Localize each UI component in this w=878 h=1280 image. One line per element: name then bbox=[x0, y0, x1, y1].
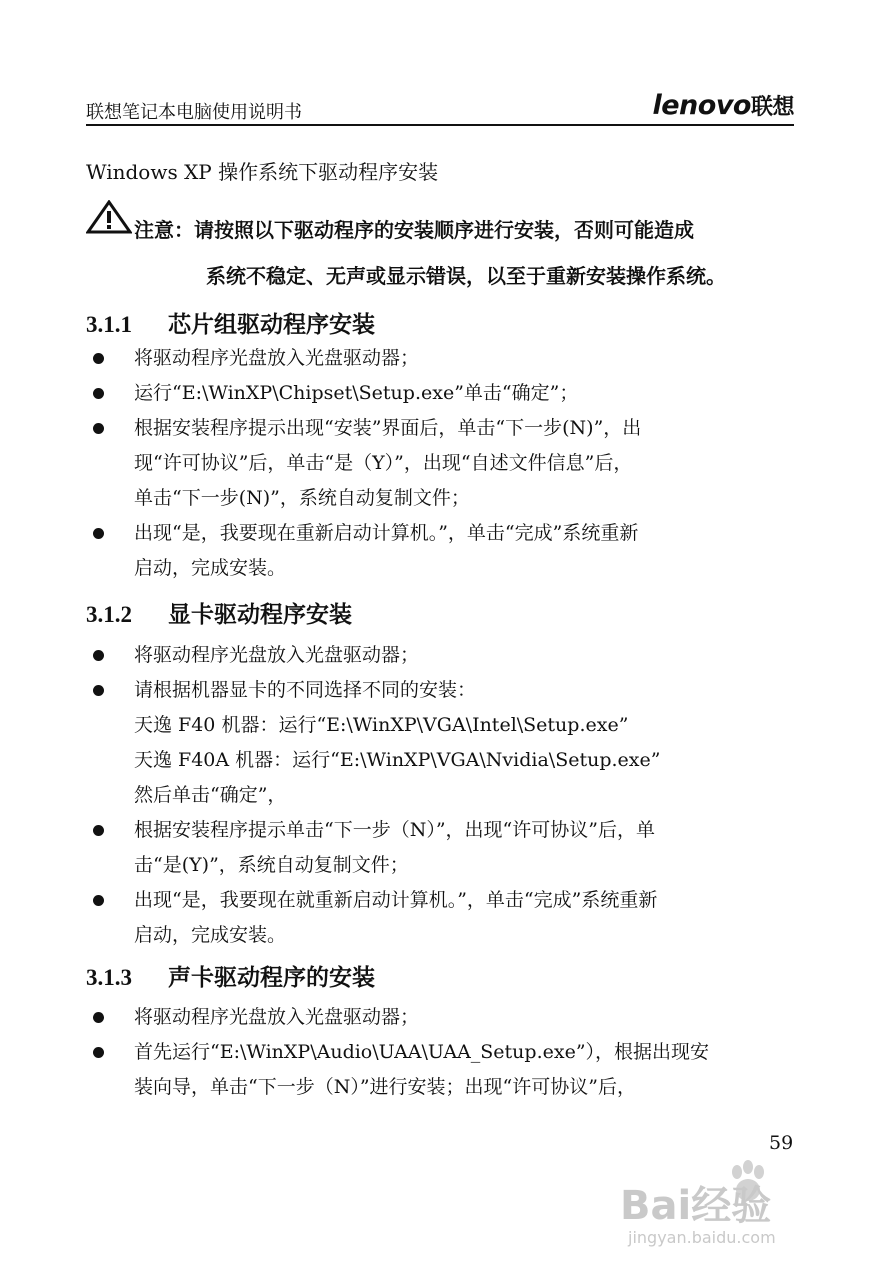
section-number: 3.1.1 bbox=[86, 312, 132, 337]
section-title: 显卡驱动程序安装 bbox=[168, 602, 352, 628]
section-number: 3.1.2 bbox=[86, 602, 132, 627]
list-item: 根据安装程序提示出现“安装”界面后，单击“下一步(N)”，出 现“许可协议”后，单击“是（Y）”，出现“自述文件信息”后， 单击“下一步(N)”，系统自动复制文件； bbox=[86, 411, 794, 516]
graphics-steps bbox=[86, 638, 794, 953]
page-number: 59 bbox=[769, 1132, 794, 1154]
watermark-url: jingyan.baidu.com bbox=[628, 1228, 776, 1247]
warning-notice bbox=[86, 200, 798, 290]
manual-title: 联想笔记本电脑使用说明书 bbox=[86, 102, 302, 123]
section-heading-chipset bbox=[86, 306, 375, 339]
section-heading-audio bbox=[86, 959, 375, 992]
warning-icon bbox=[86, 200, 132, 234]
list-item: 首先运行“E:\WinXP\Audio\UAA\UAA_Setup.exe”），根据出现安 装向导，单击“下一步（N）”进行安装；出现“许可协议”后， bbox=[86, 1035, 794, 1105]
list-item: 出现“是，我要现在就重新启动计算机。”，单击“完成”系统重新 启动，完成安装。 bbox=[86, 883, 794, 953]
lenovo-logo: lenovo联想 bbox=[652, 90, 794, 121]
section-heading-graphics bbox=[86, 596, 352, 629]
list-item: 将驱动程序光盘放入光盘驱动器； bbox=[86, 341, 794, 376]
notice-line-2: 系统不稳定、无声或显示错误，以至于重新安装操作系统。 bbox=[206, 264, 726, 288]
list-item: 将驱动程序光盘放入光盘驱动器； bbox=[86, 1000, 794, 1035]
section-number: 3.1.3 bbox=[86, 965, 132, 990]
section-title: 声卡驱动程序的安装 bbox=[168, 965, 375, 991]
baidu-watermark bbox=[620, 1160, 840, 1270]
list-item: 将驱动程序光盘放入光盘驱动器； bbox=[86, 638, 794, 673]
page-header bbox=[86, 88, 794, 126]
notice-line-1: 注意：请按照以下驱动程序的安装顺序进行安装，否则可能造成 bbox=[134, 218, 694, 242]
list-item: 运行“E:\WinXP\Chipset\Setup.exe”单击“确定”； bbox=[86, 376, 794, 411]
chipset-steps bbox=[86, 341, 794, 586]
section-title: 芯片组驱动程序安装 bbox=[168, 312, 375, 338]
list-item: 请根据机器显卡的不同选择不同的安装： 天逸 F40 机器：运行“E:\WinXP\VGA\Intel\Setup.exe” 天逸 F40A 机器：运行“E:\WinXP\VGA\Nvidia\Setup.exe” 然后单击“确定”， bbox=[86, 673, 794, 813]
audio-steps bbox=[86, 1000, 794, 1105]
list-item: 根据安装程序提示单击“下一步（N）”，出现“许可协议”后，单 击“是(Y)”，系统自动复制文件； bbox=[86, 813, 794, 883]
list-item: 出现“是，我要现在重新启动计算机。”，单击“完成”系统重新 启动，完成安装。 bbox=[86, 516, 794, 586]
watermark-brand: Bai经验 bbox=[620, 1183, 772, 1229]
os-section-title: Windows XP 操作系统下驱动程序安装 bbox=[86, 160, 439, 184]
